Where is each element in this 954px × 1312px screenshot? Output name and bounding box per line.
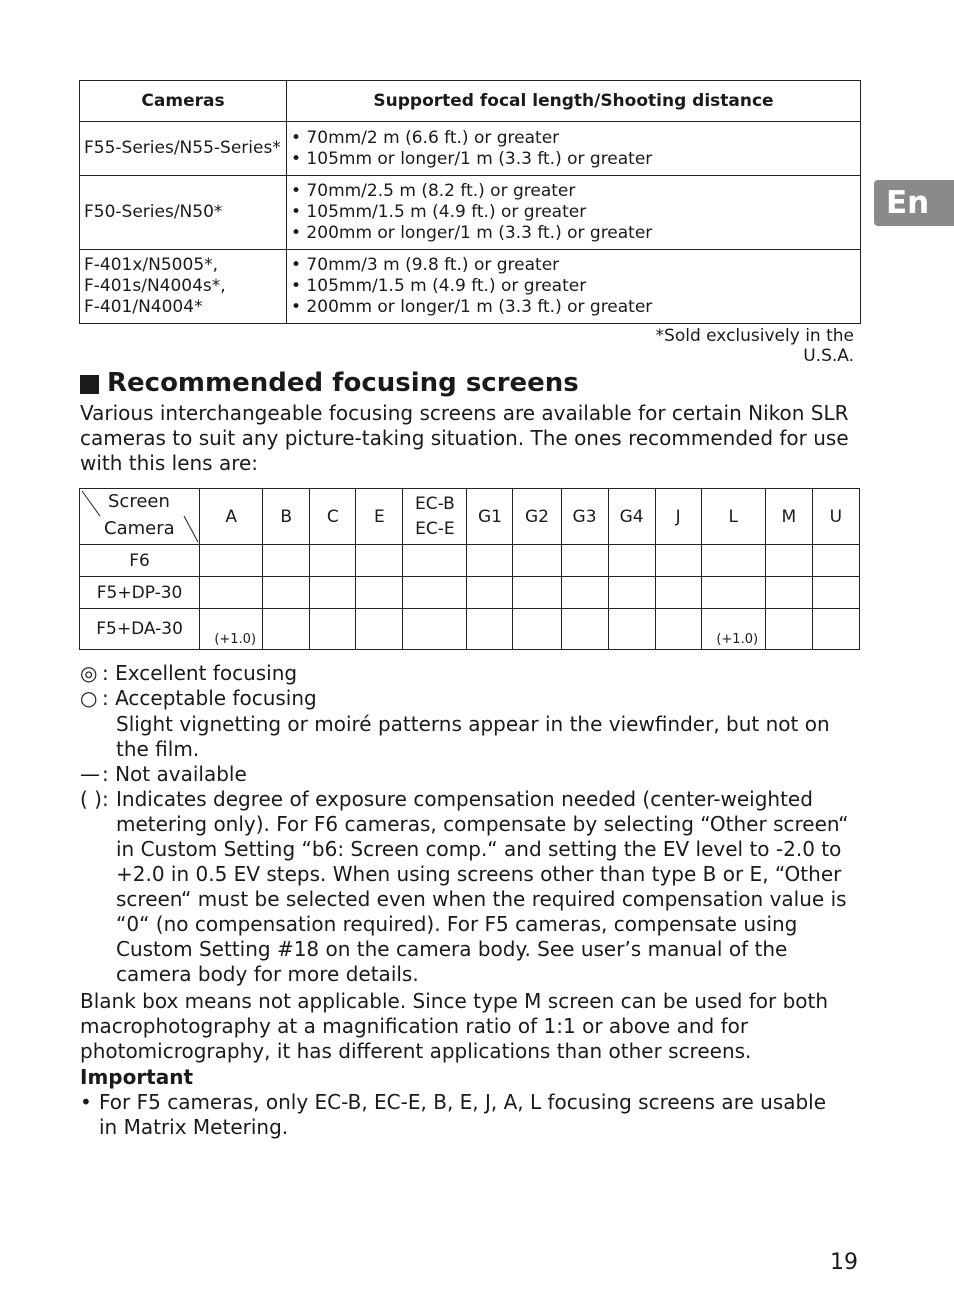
table-row xyxy=(80,250,861,324)
legend-excellent: ◎ : Excellent focusing xyxy=(80,661,298,685)
row-header: F6 xyxy=(80,545,200,577)
spec-cell: • 70mm/3 m (9.8 ft.) or greater • 105mm/1.5 m (4.9 ft.) or greater • 200mm or longer/1 m (3.3 ft.) or greater xyxy=(287,250,861,324)
spec-cell: • 70mm/2 m (6.6 ft.) or greater • 105mm or longer/1 m (3.3 ft.) or greater xyxy=(287,122,861,176)
table-row xyxy=(80,545,860,577)
screen-table xyxy=(79,488,860,650)
double-circle-icon: ◎ xyxy=(80,661,98,685)
col-header: G4 xyxy=(608,489,655,545)
legend-acceptable-note: Slight vignetting or moiré patterns appear in the viewfinder, but not on the film. xyxy=(116,712,830,761)
col-header: C xyxy=(310,489,356,545)
important-heading: Important xyxy=(80,1065,194,1089)
col-header: G2 xyxy=(513,489,561,545)
row-header: F5+DP-30 xyxy=(80,577,200,609)
language-tab: En xyxy=(874,180,954,226)
table-row xyxy=(80,176,861,250)
col-header: G1 xyxy=(467,489,513,545)
camera-cell: F50-Series/N50* xyxy=(80,176,287,250)
row-header: F5+DA-30 xyxy=(80,609,200,650)
footnote: *Sold exclusively in the U.S.A. xyxy=(655,326,854,366)
camera-cell: F55-Series/N55-Series* xyxy=(80,122,287,176)
section-intro: Various interchangeable focusing screens are available for certain Nikon SLR cameras to suit any picture-taking situation. The ones recommended for use with this lens are: xyxy=(80,401,849,475)
legend-parentheses-symbol: ( ): xyxy=(80,787,109,811)
col-header: G3 xyxy=(561,489,608,545)
col-header-ecb-ece: EC-B EC-E xyxy=(403,489,467,545)
col-header: A xyxy=(200,489,263,545)
important-item: • For F5 cameras, only EC-B, EC-E, B, E, J, A, L focusing screens are usable in Matrix Metering. xyxy=(80,1090,827,1139)
header-cameras: Cameras xyxy=(80,81,287,122)
table-row xyxy=(80,577,860,609)
compensation-value: (+1.0) xyxy=(200,609,263,650)
section-title: Recommended focusing screens xyxy=(107,368,579,398)
dash-icon: — xyxy=(80,762,100,786)
blank-box-note: Blank box means not applicable. Since type M screen can be used for both macrophotography at a magnification ratio of 1:1 or above and for photomicrography, it has different applications than other screens. xyxy=(80,989,829,1063)
corner-cell xyxy=(80,489,200,545)
col-header: E xyxy=(356,489,403,545)
compat-table xyxy=(79,80,861,324)
camera-cell: F-401x/N5005*, F-401s/N4004s*, F-401/N4004* xyxy=(80,250,287,324)
page-number: 19 xyxy=(830,1250,858,1275)
corner-screen-label: Screen xyxy=(108,491,170,512)
col-header: M xyxy=(765,489,812,545)
bullet-icon: • xyxy=(80,1090,92,1114)
col-header: B xyxy=(263,489,310,545)
compensation-value: (+1.0) xyxy=(701,609,765,650)
col-header: U xyxy=(812,489,859,545)
col-header: L xyxy=(701,489,765,545)
square-bullet-icon xyxy=(80,375,99,394)
spec-cell: • 70mm/2.5 m (8.2 ft.) or greater • 105mm/1.5 m (4.9 ft.) or greater • 200mm or longer/1 m (3.3 ft.) or greater xyxy=(287,176,861,250)
legend-parentheses: Indicates degree of exposure compensation needed (center-weighted metering only). For F6 cameras, compensate by selecting “Other screen“ in Custom Setting “b6: Screen comp.“ and setting the EV level to -2.0 to +2.0 in 0.5 EV steps. When using screens other than type B or E, “Other screen“ must be selected even when the required compensation value is “0“ (no compensation required). For F5 cameras, compensate using Custom Setting #18 on the camera body. See user’s manual of the camera body for more details. xyxy=(116,787,849,986)
legend-not-available: — : Not available xyxy=(80,762,247,786)
legend-acceptable: ○ : Acceptable focusing xyxy=(80,686,317,710)
corner-camera-label: Camera xyxy=(104,518,175,539)
table-row xyxy=(80,122,861,176)
table-row xyxy=(80,609,860,650)
section-heading xyxy=(80,368,579,398)
header-focal: Supported focal length/Shooting distance xyxy=(287,81,861,122)
circle-icon: ○ xyxy=(80,686,98,710)
col-header: J xyxy=(655,489,701,545)
